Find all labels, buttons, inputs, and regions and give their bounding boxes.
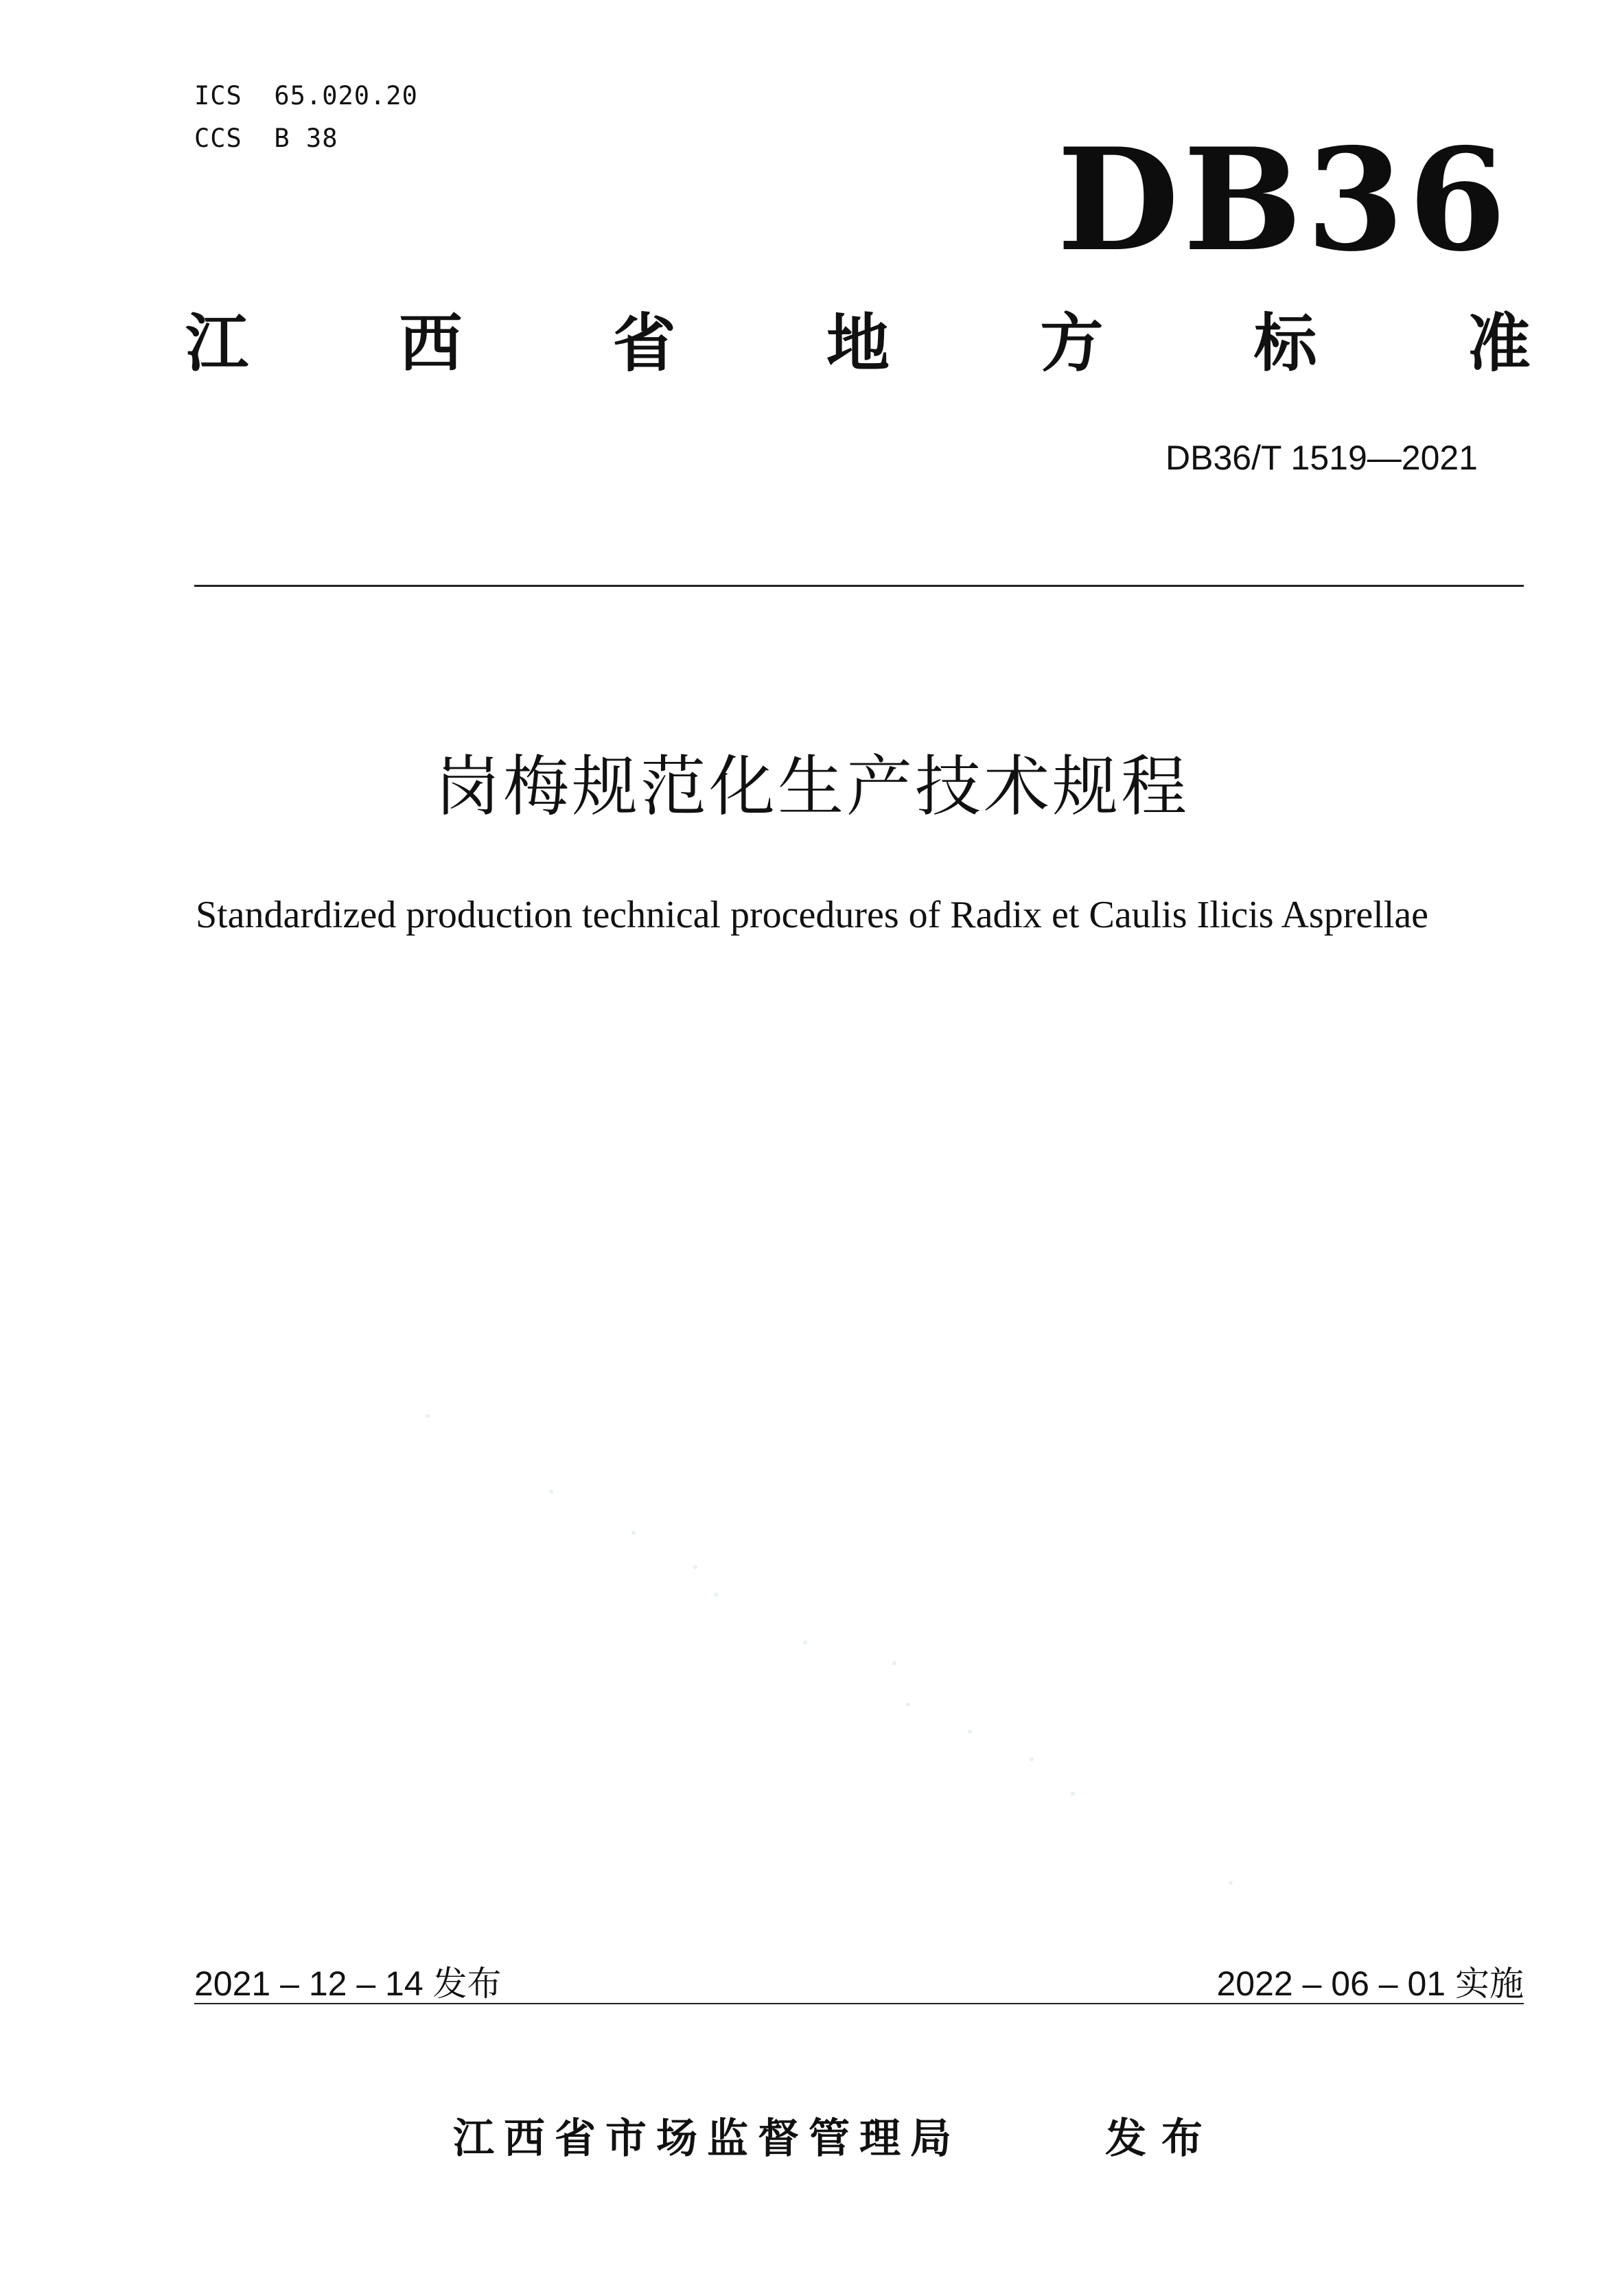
title-english: Standardized production technical procedures of Radix et Caulis Ilicis Asprellae: [195, 894, 1429, 936]
standard-type-char: 地: [826, 307, 890, 380]
publish-label: 发布: [1105, 2115, 1218, 2163]
standard-number: DB36/T 1519—2021: [1165, 439, 1478, 477]
bottom-divider: [194, 2003, 1524, 2004]
top-divider: [194, 585, 1524, 587]
publisher-name: 江西省市场监督管理局: [453, 2115, 961, 2163]
title-chinese: 岗梅规范化生产技术规程: [434, 748, 1190, 825]
db36-logo: DB36: [1057, 118, 1511, 283]
standard-type-char: 准: [1467, 307, 1531, 380]
standard-type-char: 标: [1253, 307, 1317, 380]
standard-type-heading: [185, 307, 1531, 380]
standard-type-char: 省: [612, 307, 676, 380]
standard-type-char: 方: [1040, 307, 1104, 380]
standard-type-char: 江: [185, 307, 249, 380]
ccs-code: CCS B 38: [194, 124, 338, 153]
standard-type-char: 西: [399, 307, 463, 380]
implementation-date: 2022 – 06 – 01 实施: [1216, 1964, 1524, 2003]
ics-code: ICS 65.020.20: [194, 81, 418, 111]
issue-date: 2021 – 12 – 14 发布: [194, 1964, 502, 2003]
